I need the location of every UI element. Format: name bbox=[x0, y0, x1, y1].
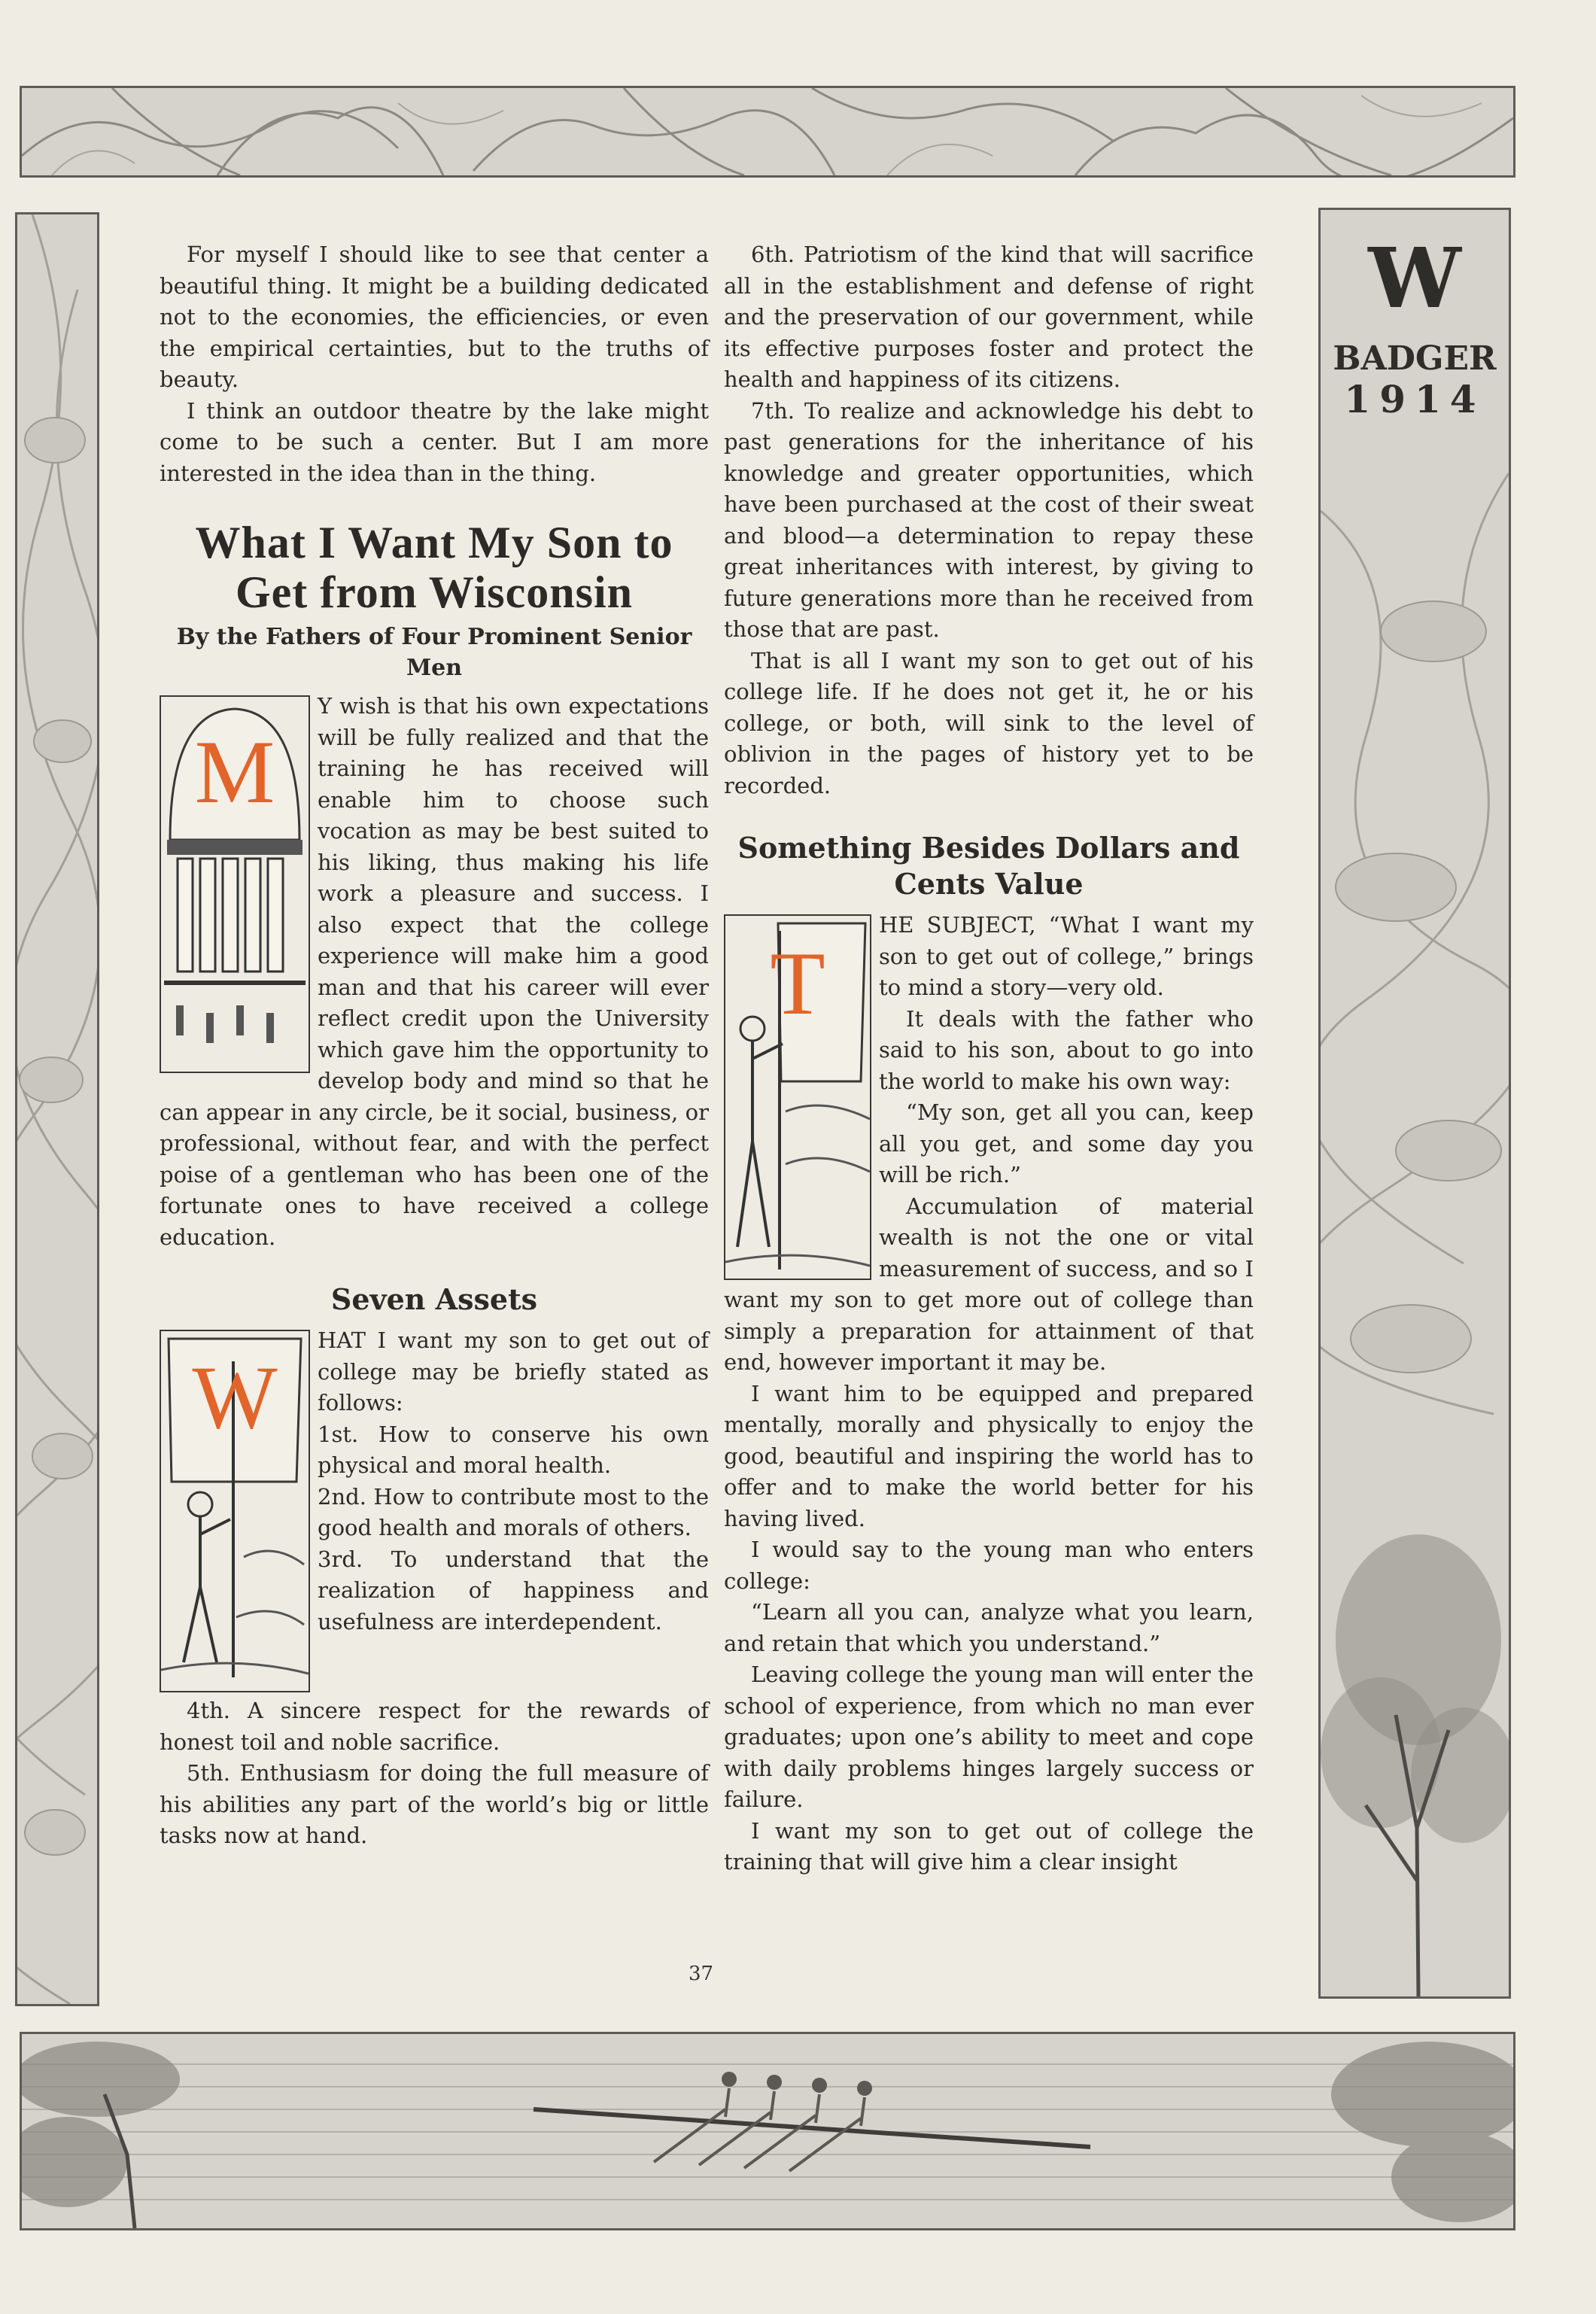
seven-assets-intro: HAT I want my son to get out of college may be briefly stated as follows: bbox=[318, 1327, 709, 1415]
article-title: What I Want My Son to Get from Wisconsin bbox=[195, 518, 673, 617]
badge-letter: W bbox=[1368, 230, 1461, 327]
right-paragraph-2: I would say to the young man who enters college: bbox=[724, 1537, 1254, 1594]
article-byline: By the Fathers of Four Prominent Senior Men bbox=[176, 624, 692, 681]
t-paragraph-3: “My son, get all you can, keep all you get, and some day you will be rich.” bbox=[879, 1099, 1254, 1187]
right-badge-border bbox=[1318, 208, 1511, 1999]
seven-assets-title: Seven Assets bbox=[330, 1282, 538, 1316]
m-paragraph: Y wish is that his own expectations will be fully realized and that the training he has received will enable him to choose such vocation as may be best suited to his liking, thus making his life work a pleasure and success. I also expect that the college experience will make him a good man and that his career will ever reflect credit upon the University which gave him the opportunity to develop body and mind so that he can appear in any circle, be it social, business, or professional, without fear, and with the perfect poise of a gentleman who has been one of the fortunate ones to have received a college education. bbox=[160, 693, 709, 1250]
dropcap-m-illustration bbox=[160, 695, 310, 1073]
asset-3: 3rd. To understand that the realization of happiness and usefulness are interdependent. bbox=[318, 1546, 709, 1634]
right-paragraph-5: I want my son to get out of college the training that will give him a clear insight bbox=[724, 1817, 1254, 1875]
cloud-branch-illustration bbox=[22, 88, 1513, 175]
something-besides-title: Something Besides Dollars and Cents Value bbox=[737, 831, 1240, 901]
intro-paragraph-2: I think an outdoor theatre by the lake might come to be such a center. But I am more interested in the idea than in the thing. bbox=[160, 397, 709, 486]
t-paragraph-2: It deals with the father who said to his son, about to go into the world to make his own way: bbox=[879, 1005, 1254, 1094]
closing-paragraph: That is all I want my son to get out of his college life. If he does not get it, he or his college, or both, will sink to the level of oblivion in the pages of history yet to be recorded. bbox=[724, 647, 1254, 798]
right-column bbox=[724, 239, 1254, 1878]
intro-paragraph-1: For myself I should like to see that center a beautiful thing. It might be a building dedicated not to the economies, the efficiencies, or even the empirical certainties, but to the truths of beauty. bbox=[160, 242, 709, 392]
page-number: 37 bbox=[689, 1963, 714, 1985]
bottom-decorative-border bbox=[20, 2032, 1515, 2230]
dropcap-w-illustration bbox=[160, 1330, 310, 1692]
dropcap-w-letter: W bbox=[192, 1347, 278, 1447]
asset-1: 1st. How to conserve his own physical and moral health. bbox=[318, 1421, 709, 1478]
top-decorative-border bbox=[20, 86, 1515, 178]
dropcap-t-letter: T bbox=[770, 933, 825, 1033]
tree-cloud-illustration bbox=[1321, 210, 1509, 1996]
asset-7: 7th. To realize and acknowledge his debt to past generations for the inheritance of his knowledge and greater opportunities, which have been purchased at the cost of their sweat and blood—a determination to repay these great inheritances with interest, by giving to future generations more than he received from those that are past. bbox=[724, 397, 1254, 642]
rowing-crew-illustration bbox=[22, 2034, 1513, 2228]
right-paragraph-1: I want him to be equipped and prepared mentally, morally and physically to enjoy the good, beautiful and inspiring the world has to offer and to make the world better for his having lived. bbox=[724, 1380, 1254, 1531]
badge-year: 1914 bbox=[1344, 377, 1485, 421]
right-paragraph-4: Leaving college the young man will enter the school of experience, from which no man ever graduates; upon one’s ability to meet and cope with daily problems hinges largely success or failure. bbox=[724, 1662, 1254, 1812]
dropcap-t-illustration bbox=[724, 914, 871, 1280]
badge-name: BADGER bbox=[1333, 339, 1497, 378]
dropcap-m-letter: M bbox=[194, 722, 275, 822]
t-paragraph-4: Accumulation of material wealth is not the one or vital measurement of success, and so I want my son to get more out of college than simply a preparation for attainment of that end, however important it may be. bbox=[724, 1193, 1254, 1375]
left-column bbox=[160, 239, 709, 1852]
asset-6: 6th. Patriotism of the kind that will sacrifice all in the establishment and defense of right and the preservation of our government, while its effective purposes foster and protect the health and happiness of its citizens. bbox=[724, 242, 1254, 392]
right-paragraph-3: “Learn all you can, analyze what you learn, and retain that which you understand.” bbox=[724, 1599, 1254, 1656]
asset-4: 4th. A sincere respect for the rewards of honest toil and noble sacrifice. bbox=[160, 1698, 709, 1755]
t-paragraph-1: HE SUBJECT, “What I want my son to get out of college,” brings to mind a story—very old. bbox=[879, 912, 1254, 1000]
asset-2: 2nd. How to contribute most to the good health and morals of others. bbox=[318, 1483, 709, 1540]
left-decorative-border bbox=[15, 212, 99, 2006]
asset-5: 5th. Enthusiasm for doing the full measure of his abilities any part of the world’s big or little tasks now at hand. bbox=[160, 1760, 709, 1848]
cloud-pattern-illustration bbox=[17, 214, 97, 2004]
